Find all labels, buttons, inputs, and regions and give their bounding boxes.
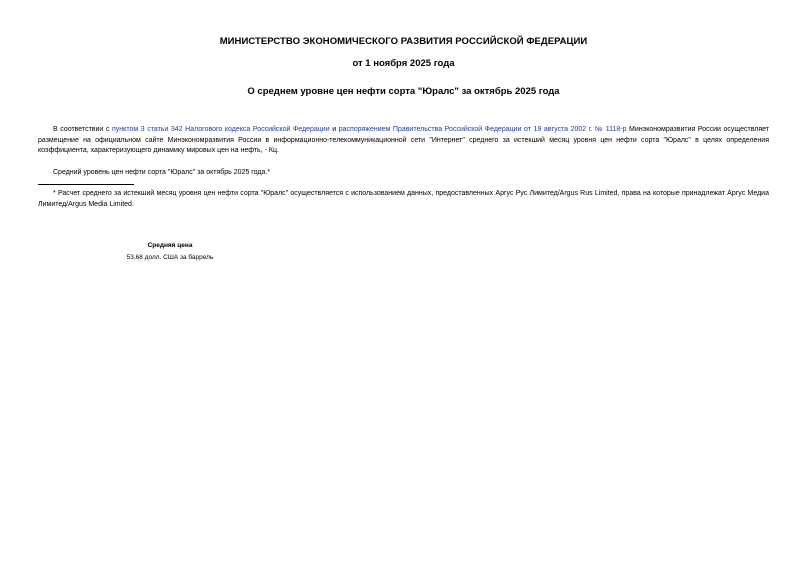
intro-prefix: В соответствии с (53, 126, 113, 133)
government-order-link[interactable]: распоряжением Правительства Российской Федерации от 19 августа 2002 г. № 1118-р (338, 126, 627, 133)
footnote-divider (38, 184, 134, 185)
intro-suffix: Минэкономразвития России осуществляет размещение на официальном сайте Минэкономразвития России в информационно-телекоммуникационной сети "Интернет" среднего за истекший месяц уровня цен нефти сорта "Юралс" в целях определения коэффициента, характеризующего динамику мировых цен на нефть, - Кц. (38, 126, 769, 155)
ministry-heading: МИНИСТЕРСТВО ЭКОНОМИЧЕСКОГО РАЗВИТИЯ РОССИЙСКОЙ ФЕДЕРАЦИИ (219, 36, 588, 47)
footnote-text: * Расчет среднего за истекший месяц уровня цен нефти сорта "Юралс" осуществляется с использованием данных, предоставленных Аргус Рус Лимитед/Argus Rus Limited, права на которые принадлежат Аргус Медиа Лимитед/Argus Media Limited. (38, 190, 769, 208)
intro-paragraph (38, 125, 769, 157)
intro-middle: и (329, 126, 339, 133)
tax-code-link[interactable]: пунктом 3 статьи 342 Налогового кодекса Российской Федерации (112, 126, 330, 133)
document-title: О среднем уровне цен нефти сорта "Юралс" за октябрь 2025 года (247, 86, 560, 97)
price-value: 53,68 долл. США за баррель (126, 254, 214, 261)
document-date: от 1 ноября 2025 года (352, 58, 455, 69)
price-label: Средняя цена (147, 242, 193, 249)
statement-paragraph: Средний уровень цен нефти сорта "Юралс" за октябрь 2025 года.* (53, 169, 271, 176)
